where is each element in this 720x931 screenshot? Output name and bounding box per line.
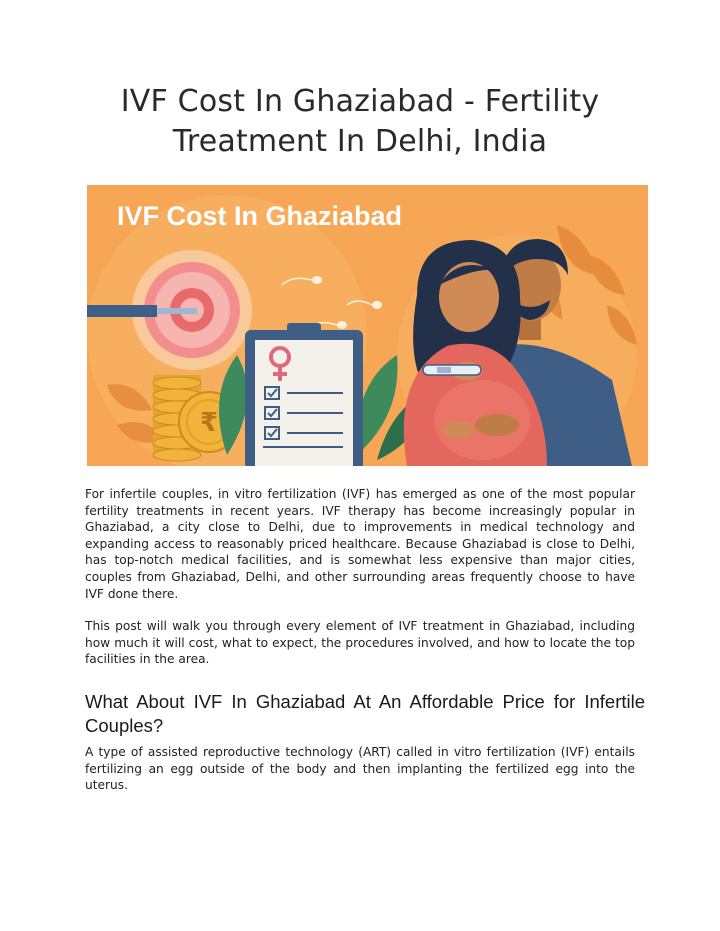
page-title: IVF Cost In Ghaziabad - Fertility Treatment In Delhi, India (120, 84, 600, 159)
overview-paragraph: This post will walk you through every element of IVF treatment in Ghaziabad, including how much it will cost, what to expect, the procedures involved, and how to locate the top facilities in the area. (85, 619, 635, 667)
section-paragraph: A type of assisted reproductive technology (ART) called in vitro fertilization (IVF) entails fertilizing an egg outside of the body and then implanting the fertilized egg into the uterus. (85, 745, 635, 793)
hero-illustration (87, 185, 648, 466)
hero-banner-text: IVF Cost In Ghaziabad (117, 201, 403, 231)
intro-paragraph: For infertile couples, in vitro fertilization (IVF) has emerged as one of the most popular fertility treatments in recent years. IVF therapy has become increasingly popular in Ghaziabad, a city close to Delhi, due to improvements in medical technology and expanding access to reasonably priced healthcare. Because Ghaziabad is close to Delhi, has top-notch medical facilities, and is somewhat less expensive than major cities, couples from Ghaziabad, Delhi, and other surrounding areas frequently choose to have IVF done there. (85, 487, 635, 601)
pregnancy-test-icon (423, 365, 481, 375)
section-heading: What About IVF In Ghaziabad At An Affordable Price for Infertile Couples? (85, 691, 645, 736)
rupee-symbol: ₹ (199, 408, 219, 438)
clipboard-icon (245, 323, 363, 466)
